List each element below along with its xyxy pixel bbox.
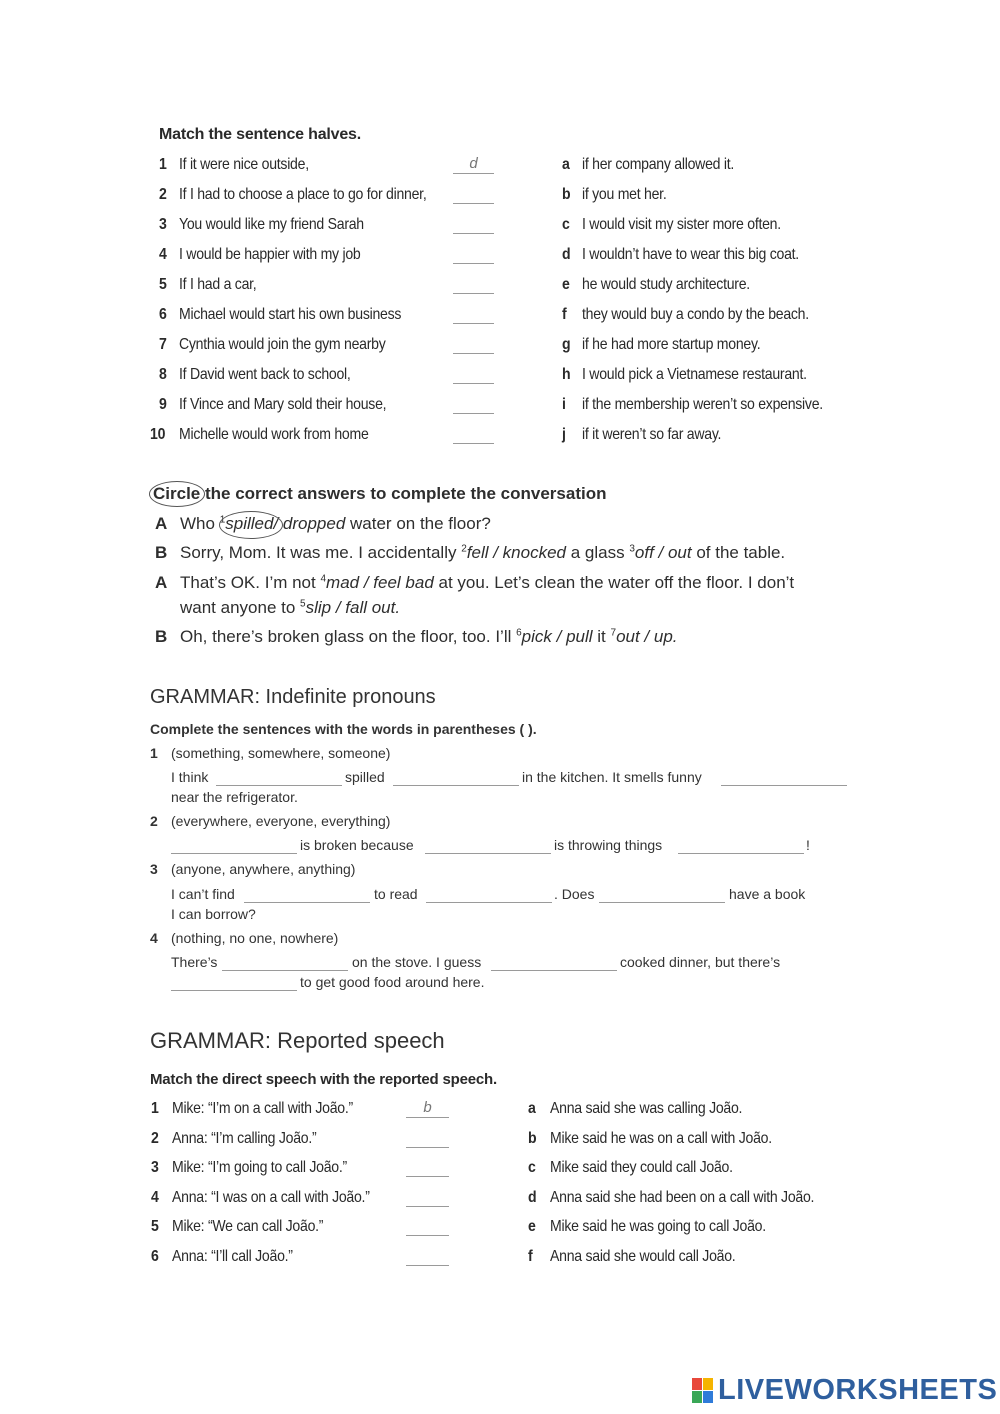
item-number: 1: [151, 1100, 159, 1117]
option-letter: a: [562, 156, 570, 173]
section1-title: Match the sentence halves.: [159, 126, 361, 143]
sentence-first-half: If David went back to school,: [179, 366, 351, 383]
answer-blank[interactable]: [453, 307, 494, 324]
logo-square-icon: [692, 1378, 702, 1390]
option-letter: d: [528, 1189, 537, 1206]
conversation-line-2: B Sorry, Mom. It was me. I accidentally $^2$fell / knocked a glass $^3$off / out of the table.: [155, 543, 786, 562]
sentence-text: to get good food around here.: [300, 974, 485, 990]
reported-speech: Anna said she was calling João.: [550, 1100, 743, 1117]
direct-speech: Anna: “I’ll call João.”: [172, 1248, 293, 1265]
answer-circle-icon: [219, 511, 283, 539]
sentence-text: There’s: [171, 954, 218, 970]
item-number: 3: [151, 1159, 159, 1176]
answer-blank[interactable]: [453, 337, 494, 354]
circle-word: Circle: [153, 484, 200, 503]
option-letter: a: [528, 1100, 536, 1117]
option-letter: d: [562, 246, 571, 263]
sentence-text: on the stove. I guess: [352, 954, 482, 970]
item-number: 4: [159, 246, 167, 263]
logo-square-icon: [692, 1391, 702, 1403]
answer-blank[interactable]: [453, 277, 494, 294]
direct-speech: Mike: “We can call João.”: [172, 1218, 324, 1235]
answer-blank[interactable]: [406, 1219, 449, 1236]
answer-blank[interactable]: [216, 769, 342, 786]
sentence-first-half: Michelle would work from home: [179, 426, 369, 443]
answer-blank[interactable]: [426, 886, 552, 903]
item-number: 9: [159, 396, 167, 413]
section3-instruction: Complete the sentences with the words in parentheses ( ).: [150, 721, 537, 737]
item-number: 5: [151, 1218, 159, 1235]
section4-instruction: Match the direct speech with the reported speech.: [150, 1071, 497, 1088]
sentence-second-half: I would visit my sister more often.: [582, 216, 781, 233]
sentence-first-half: You would like my friend Sarah: [179, 216, 364, 233]
item-number: 7: [159, 336, 167, 353]
answer-blank[interactable]: d: [453, 157, 494, 174]
reported-speech: Mike said he was on a call with João.: [550, 1130, 772, 1147]
answer-blank[interactable]: [406, 1190, 449, 1207]
section3-title: GRAMMAR: Indefinite pronouns: [150, 686, 436, 708]
item-number: 8: [159, 366, 167, 383]
sentence-text: near the refrigerator.: [171, 789, 298, 805]
option-letter: c: [562, 216, 570, 233]
logo-square-icon: [703, 1391, 713, 1403]
option-letter: f: [562, 306, 567, 323]
sentence-second-half: if he had more startup money.: [582, 336, 761, 353]
item-number: 1: [159, 156, 167, 173]
option-letter: e: [562, 276, 570, 293]
sentence-text: . Does: [554, 886, 595, 902]
direct-speech: Anna: “I’m calling João.”: [172, 1130, 317, 1147]
item-words: (nothing, no one, nowhere): [171, 930, 339, 946]
answer-blank[interactable]: [453, 217, 494, 234]
sentence-second-half: if it weren’t so far away.: [582, 426, 722, 443]
answer-blank[interactable]: [491, 954, 617, 971]
reported-speech: Mike said they could call João.: [550, 1159, 733, 1176]
answer-blank[interactable]: [393, 769, 519, 786]
reported-speech: Mike said he was going to call João.: [550, 1218, 766, 1235]
option-7[interactable]: out / up.: [616, 627, 678, 646]
sentence-first-half: If I had a car,: [179, 276, 257, 293]
answer-blank[interactable]: [453, 367, 494, 384]
item-number: 5: [159, 276, 167, 293]
answer-blank[interactable]: [453, 247, 494, 264]
conversation-line-3b: want anyone to $^5$slip / fall out.: [180, 598, 401, 617]
sentence-text: is broken because: [300, 837, 414, 853]
sentence-first-half: If Vince and Mary sold their house,: [179, 396, 387, 413]
section4-title: GRAMMAR: Reported speech: [150, 1028, 445, 1053]
option-letter: e: [528, 1218, 536, 1235]
direct-speech: Mike: “I’m going to call João.”: [172, 1159, 347, 1176]
answer-blank[interactable]: [171, 837, 297, 854]
answer-blank[interactable]: [678, 837, 804, 854]
sentence-first-half: I would be happier with my job: [179, 246, 361, 263]
item-number: 6: [159, 306, 167, 323]
answer-blank[interactable]: [453, 427, 494, 444]
item-words: (everywhere, everyone, everything): [171, 813, 391, 829]
option-2[interactable]: fell / knocked: [466, 543, 567, 562]
answer-blank[interactable]: [171, 974, 297, 991]
sentence-second-half: they would buy a condo by the beach.: [582, 306, 809, 323]
answer-blank[interactable]: [406, 1249, 449, 1266]
conversation-line-3: A That’s OK. I’m not $^4$mad / feel bad at you. Let’s clean the water off the floor. I don’t: [155, 573, 795, 592]
item-words: (something, somewhere, someone): [171, 745, 391, 761]
item-number: 2: [150, 813, 158, 829]
reported-speech: Anna said she would call João.: [550, 1248, 736, 1265]
option-letter: i: [562, 396, 566, 413]
liveworksheets-logo-icon: [692, 1378, 714, 1404]
sentence-second-half: I would pick a Vietnamese restaurant.: [582, 366, 807, 383]
option-letter: c: [528, 1159, 536, 1176]
option-4[interactable]: mad / feel bad: [326, 573, 434, 592]
item-number: 1: [150, 745, 158, 761]
sentence-text: I think: [171, 769, 209, 785]
sentence-first-half: Cynthia would join the gym nearby: [179, 336, 386, 353]
sentence-first-half: If I had to choose a place to go for dinner,: [179, 186, 427, 203]
sentence-first-half: If it were nice outside,: [179, 156, 309, 173]
section2-title-rest: the correct answers to complete the conversation: [200, 484, 607, 503]
answer-blank[interactable]: [453, 397, 494, 414]
item-number: 2: [151, 1130, 159, 1147]
logo-square-icon: [703, 1378, 713, 1390]
item-words: (anyone, anywhere, anything): [171, 861, 356, 877]
option-1[interactable]: spilled: [225, 514, 273, 533]
direct-speech: Mike: “I’m on a call with João.”: [172, 1100, 353, 1117]
sentence-second-half: if you met her.: [582, 186, 667, 203]
option-letter: g: [562, 336, 571, 353]
sentence-first-half: Michael would start his own business: [179, 306, 402, 323]
option-letter: b: [562, 186, 571, 203]
option-6[interactable]: pick / pull: [521, 627, 593, 646]
option-letter: f: [528, 1248, 533, 1265]
item-number: 6: [151, 1248, 159, 1265]
sentence-second-half: he would study architecture.: [582, 276, 750, 293]
answer-blank[interactable]: [244, 886, 370, 903]
sentence-text: to read: [374, 886, 418, 902]
sentence-second-half: I wouldn’t have to wear this big coat.: [582, 246, 799, 263]
sentence-text: !: [806, 837, 810, 853]
item-number: 3: [150, 861, 158, 877]
item-number: 2: [159, 186, 167, 203]
item-number: 10: [150, 426, 166, 443]
answer-blank[interactable]: [406, 1160, 449, 1177]
sentence-second-half: if her company allowed it.: [582, 156, 735, 173]
sentence-text: is throwing things: [554, 837, 663, 853]
answer-blank[interactable]: b: [406, 1101, 449, 1118]
sentence-text: cooked dinner, but there’s: [620, 954, 781, 970]
option-3[interactable]: off / out: [634, 543, 692, 562]
answer-blank[interactable]: [721, 769, 847, 786]
item-number: 4: [151, 1189, 159, 1206]
sentence-text: have a book: [729, 886, 806, 902]
sentence-text: in the kitchen. It smells funny: [522, 769, 702, 785]
answer-blank[interactable]: [599, 886, 725, 903]
conversation-line-1: A Who $^1$spilled / dropped water on the floor?: [155, 514, 491, 534]
liveworksheets-logo: LIVEWORKSHEETS: [718, 1374, 998, 1406]
sentence-text: I can borrow?: [171, 906, 256, 922]
option-letter: h: [562, 366, 571, 383]
conversation-line-4: B Oh, there’s broken glass on the floor, too. I’ll $^6$pick / pull it $^7$out / up.: [155, 627, 678, 646]
answer-blank[interactable]: [453, 187, 494, 204]
option-letter: j: [562, 426, 566, 443]
item-number: 4: [150, 930, 158, 946]
answer-blank[interactable]: [222, 954, 348, 971]
answer-blank[interactable]: [406, 1131, 449, 1148]
option-letter: b: [528, 1130, 537, 1147]
reported-speech: Anna said she had been on a call with João.: [550, 1189, 815, 1206]
option-5[interactable]: slip / fall out.: [305, 598, 401, 617]
circle-mark-icon: [149, 481, 205, 507]
sentence-text: I can’t find: [171, 886, 235, 902]
item-number: 3: [159, 216, 167, 233]
direct-speech: Anna: “I was on a call with João.”: [172, 1189, 370, 1206]
section2-title: [153, 484, 606, 504]
answer-blank[interactable]: [425, 837, 551, 854]
sentence-text: spilled: [345, 769, 385, 785]
sentence-second-half: if the membership weren’t so expensive.: [582, 396, 823, 413]
